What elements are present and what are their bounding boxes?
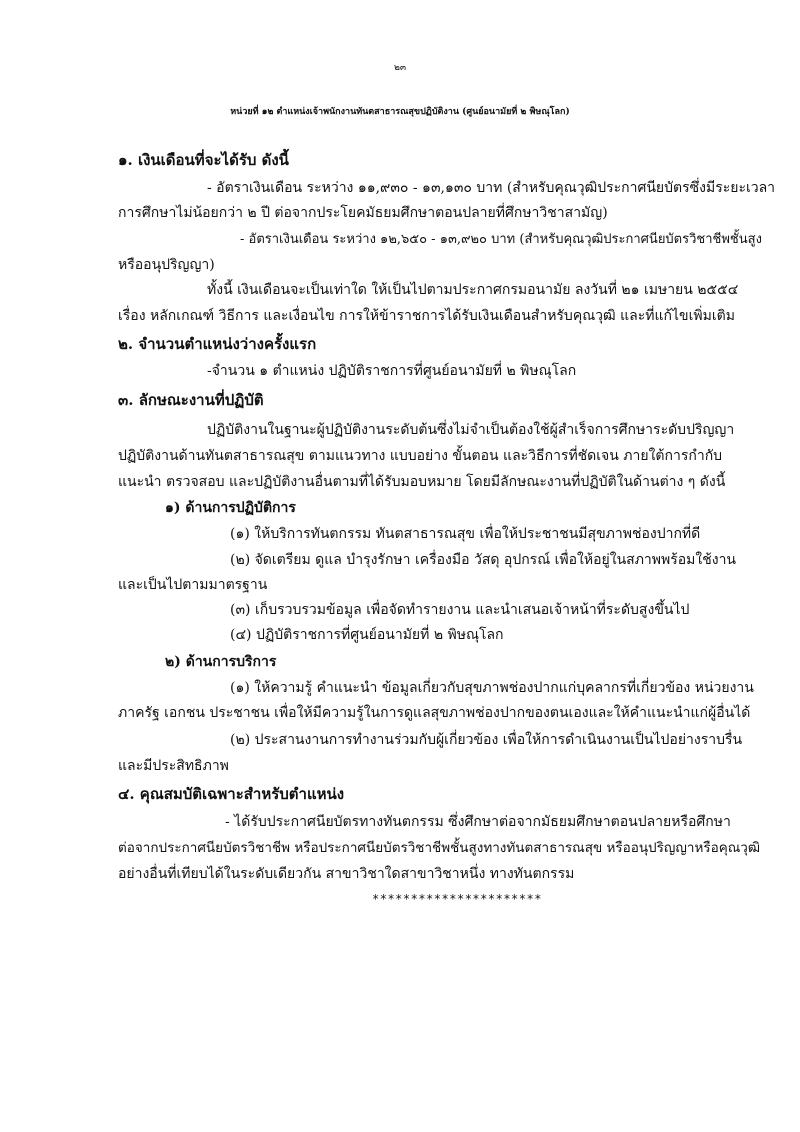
vacancy-count: -จำนวน ๑ ตำแหน่ง ปฏิบัติราชการที่ศูนย์อนามัยที่ ๒ พิษณุโลก <box>207 363 577 379</box>
salary-range-1-cont: การศึกษาไม่น้อยกว่า ๒ ปี ต่อจากประโยคมัธยมศึกษาตอนปลายที่ศึกษาวิชาสามัญ) <box>118 205 608 221</box>
salary-range-2: - อัตราเงินเดือน ระหว่าง ๑๒,๖๕๐ - ๑๓,๙๒๐ บาท (สำหรับคุณวุฒิประกาศนียบัตรวิชาชีพชั้นสูง <box>240 232 762 247</box>
services-heading: ๒) ด้านการบริการ <box>165 654 277 670</box>
section-2-heading: ๒. จำนวนตำแหน่งว่างครั้งแรก <box>118 335 317 353</box>
operations-item-1: (๑) ให้บริการทันตกรรม ทันตสาธารณสุข เพื่อให้ประชาชนมีสุขภาพช่องปากที่ดี <box>230 526 701 542</box>
section-1-heading: ๑. เงินเดือนที่จะได้รับ ดังนี้ <box>118 151 289 169</box>
job-description-line-2: ปฏิบัติงานด้านทันตสาธารณสุข ตามแนวทาง แบบอย่าง ขั้นตอน และวิธีการที่ชัดเจน ภายใต้การกำกับ <box>118 448 723 464</box>
services-item-1-cont: ภาครัฐ เอกชน ประชาชน เพื่อให้มีความรู้ในการดูแลสุขภาพช่องปากของตนเองและให้คำแนะนำแก่ผู้อื่นได้ <box>118 705 751 721</box>
section-3-heading: ๓. ลักษณะงานที่ปฏิบัติ <box>118 391 264 409</box>
operations-item-4: (๔) ปฏิบัติราชการที่ศูนย์อนามัยที่ ๒ พิษณุโลก <box>230 627 504 643</box>
salary-range-2-cont: หรืออนุปริญญา) <box>118 257 215 273</box>
qualification-line-1: - ได้รับประกาศนียบัตรทางทันตกรรม ซึ่งศึกษาต่อจากมัธยมศึกษาตอนปลายหรือศึกษา <box>225 814 731 830</box>
job-description-line-3: แนะนำ ตรวจสอบ และปฏิบัติงานอื่นตามที่ได้รับมอบหมาย โดยมีลักษณะงานที่ปฏิบัติในด้านต่าง ๆ ดังนี้ <box>118 474 726 490</box>
section-4-heading: ๔. คุณสมบัติเฉพาะสำหรับตำแหน่ง <box>118 785 345 803</box>
services-item-2: (๒) ประสานงานการทำงานร่วมกับผู้เกี่ยวข้อง เพื่อให้การดำเนินงานเป็นไปอย่างราบรื่น <box>230 732 743 748</box>
services-item-2-cont: และมีประสิทธิภาพ <box>118 758 229 774</box>
qualification-line-2: ต่อจากประกาศนียบัตรวิชาชีพ หรือประกาศนียบัตรวิชาชีพชั้นสูงทางทันตสาธารณสุข หรืออนุปริญญาหรือคุณวุฒิ <box>118 840 761 856</box>
page-number: ๒๓ <box>393 63 407 73</box>
operations-heading: ๑) ด้านการปฏิบัติการ <box>165 500 296 516</box>
salary-note-cont: เรื่อง หลักเกณฑ์ วิธีการ และเงื่อนไข การให้ข้าราชการได้รับเงินเดือนสำหรับคุณวุฒิ และที่แก้ไขเพิ่มเติม <box>118 308 735 324</box>
operations-item-2-cont: และเป็นไปตามมาตรฐาน <box>118 577 268 593</box>
qualification-line-3: อย่างอื่นที่เทียบได้ในระดับเดียวกัน สาขาวิชาใดสาขาวิชาหนึ่ง ทางทันตกรรม <box>118 866 575 882</box>
salary-range-1: - อัตราเงินเดือน ระหว่าง ๑๑,๙๓๐ - ๑๓,๑๓๐ บาท (สำหรับคุณวุฒิประกาศนียบัตรซึ่งมีระยะเวลา <box>207 180 776 196</box>
services-item-1: (๑) ให้ความรู้ คำแนะนำ ข้อมูลเกี่ยวกับสุขภาพช่องปากแก่บุคลากรที่เกี่ยวข้อง หน่วยงาน <box>230 680 754 696</box>
page-title: หน่วยที่ ๑๒ ตำแหน่งเจ้าพนักงานทันตสาธารณสุขปฏิบัติงาน (ศูนย์อนามัยที่ ๒ พิษณุโลก) <box>230 107 570 117</box>
job-description-line-1: ปฏิบัติงานในฐานะผู้ปฏิบัติงานระดับต้นซึ่งไม่จำเป็นต้องใช้ผู้สำเร็จการศึกษาระดับปริญญา <box>207 422 735 438</box>
salary-note: ทั้งนี้ เงินเดือนจะเป็นเท่าใด ให้เป็นไปตามประกาศกรมอนามัย ลงวันที่ ๒๑ เมษายน ๒๕๕๔ <box>207 282 739 298</box>
end-marker: ********************** <box>372 892 542 906</box>
operations-item-3: (๓) เก็บรวบรวมข้อมูล เพื่อจัดทำรายงาน และนำเสนอเจ้าหน้าที่ระดับสูงขึ้นไป <box>230 602 690 618</box>
operations-item-2: (๒) จัดเตรียม ดูแล บำรุงรักษา เครื่องมือ วัสดุ อุปกรณ์ เพื่อให้อยู่ในสภาพพร้อมใช้งาน <box>230 552 736 568</box>
